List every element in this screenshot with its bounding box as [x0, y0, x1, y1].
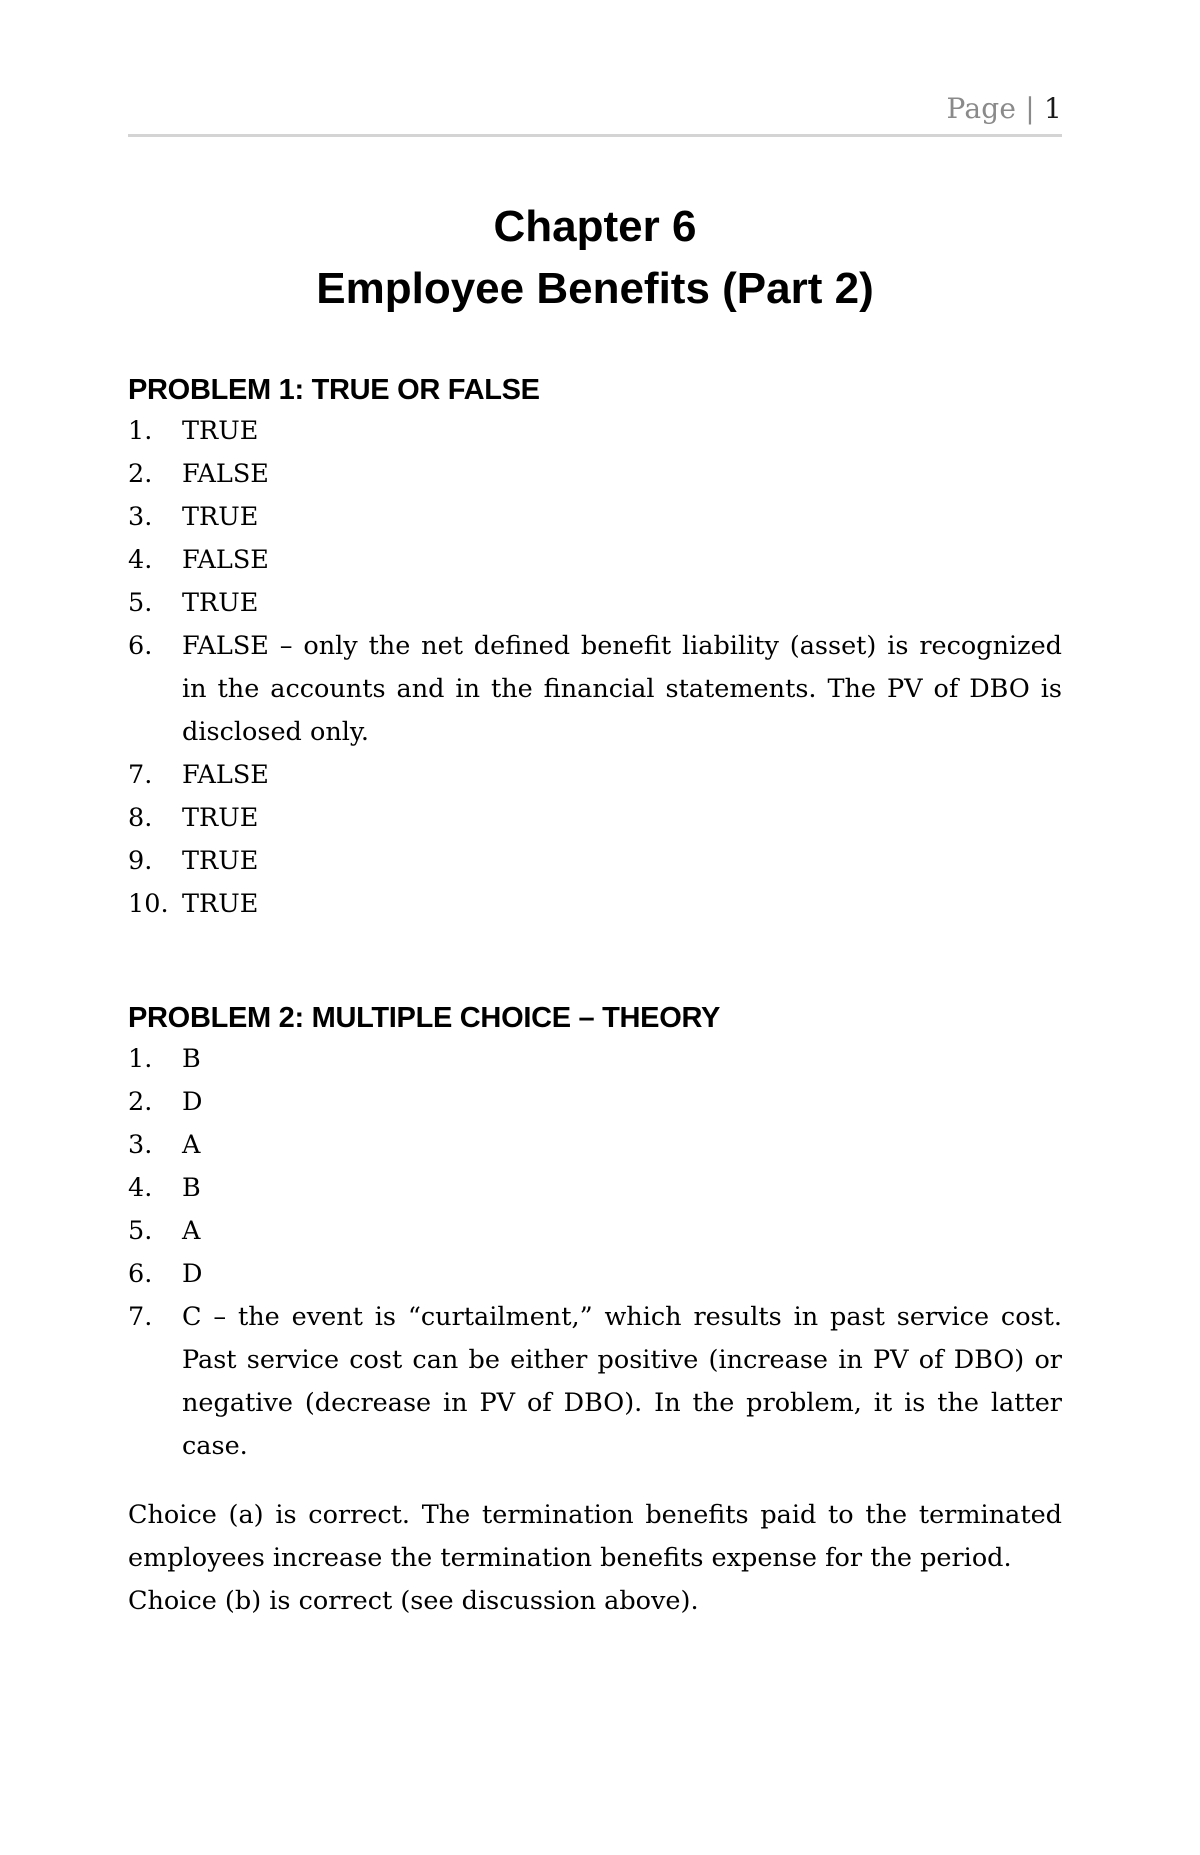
problem2-answer-list [128, 1038, 1062, 1468]
list-item: 5. A [128, 1216, 201, 1246]
list-item: 8. TRUE [128, 803, 259, 833]
list-item: 4. B [128, 1173, 201, 1203]
list-item: 7. FALSE [128, 760, 269, 790]
page-separator: | [1025, 92, 1035, 125]
page-number-label [947, 92, 1062, 125]
section-spacer [128, 926, 1062, 998]
problem1-answer-list [128, 410, 1062, 926]
list-item: 5. TRUE [128, 588, 259, 618]
list-item: 6. D [128, 1259, 203, 1289]
explanation-paragraph: Choice (b) is correct (see discussion above). [128, 1586, 699, 1616]
list-item: 2. FALSE [128, 459, 269, 489]
chapter-subtitle: Employee Benefits (Part 2) [316, 264, 874, 313]
list-item: 10. TRUE [128, 889, 259, 919]
page-header [128, 86, 1062, 137]
chapter-title [128, 196, 1062, 320]
list-item: 3. A [128, 1130, 201, 1160]
explanation-paragraph: Choice (a) is correct. The termination benefits paid to the terminated employees increase the termination benefits expense for the period. [128, 1500, 1062, 1573]
list-item: 4. FALSE [128, 545, 269, 575]
list-item: 3. TRUE [128, 502, 259, 532]
list-item: 7. C – the event is “curtailment,” which results in past service cost. Past service cost can be either positive (increase in PV of DBO) or negative (decrease in PV of DBO). In the problem, it is the latter case. [128, 1302, 1062, 1461]
list-item: 1. TRUE [128, 416, 259, 446]
page-label: Page [946, 92, 1017, 125]
list-item: 1. B [128, 1044, 201, 1074]
list-item: 6. FALSE – only the net defined benefit liability (asset) is recognized in the accounts and in the financial statements. The PV of DBO is disclosed only. [128, 631, 1062, 747]
problem1-heading: PROBLEM 1: TRUE OR FALSE [128, 374, 540, 406]
list-item: 9. TRUE [128, 846, 259, 876]
page-number: 1 [1043, 92, 1062, 125]
list-item: 2. D [128, 1087, 203, 1117]
chapter-number: Chapter 6 [493, 202, 697, 251]
paragraph-spacer [128, 1468, 1062, 1494]
problem2-heading: PROBLEM 2: MULTIPLE CHOICE – THEORY [128, 1002, 721, 1034]
document-body [128, 370, 1062, 1623]
